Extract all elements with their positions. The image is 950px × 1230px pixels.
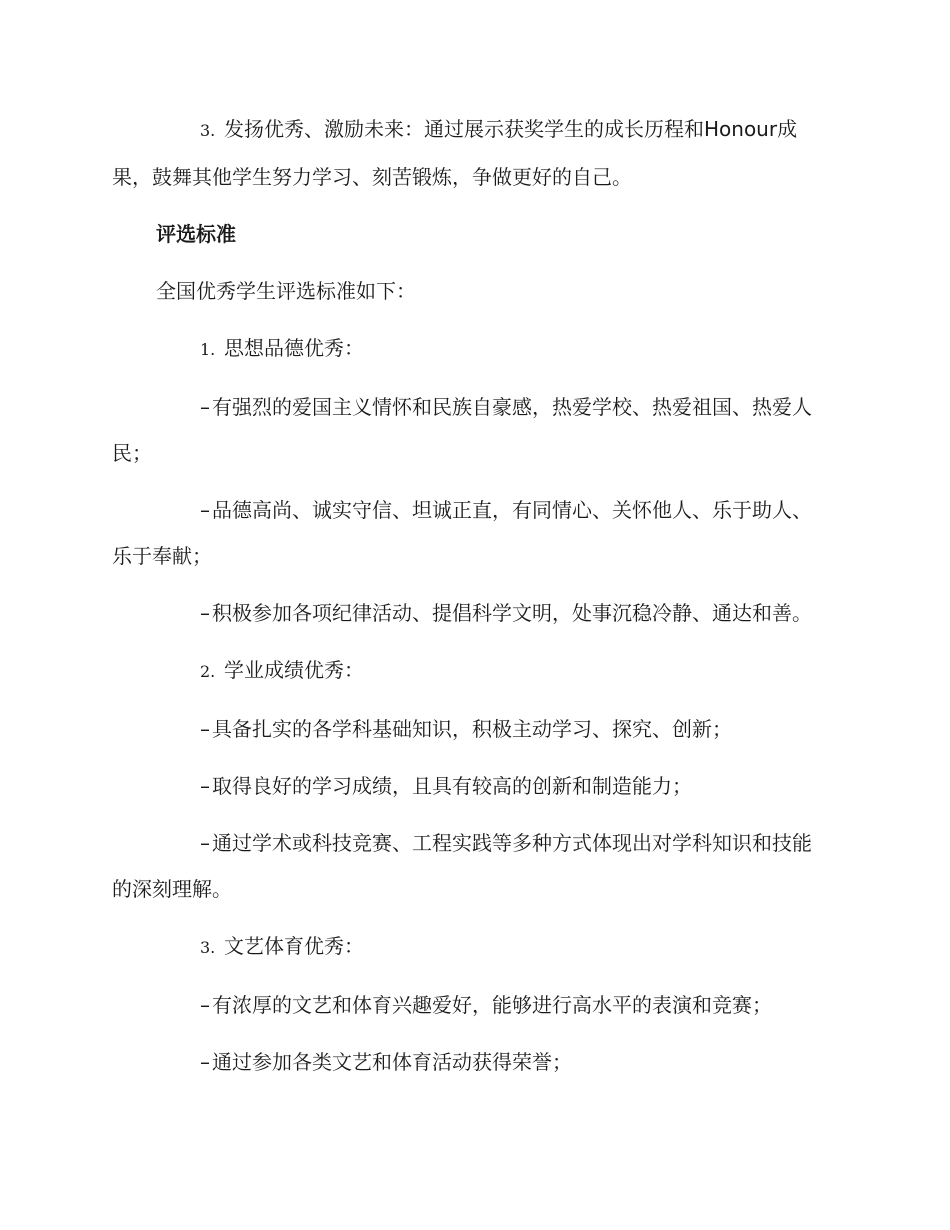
list-item-text: 具备扎实的各学科基础知识，积极主动学习、探究、创新；: [212, 717, 732, 741]
list-item-text: 通过参加各类文艺和体育活动获得荣誉；: [212, 1050, 572, 1074]
dash-marker: –: [200, 717, 210, 741]
list-item-text: 通过学术或科技竞赛、工程实践等多种方式体现出对学科知识和技能的深刻理解。: [112, 831, 812, 901]
list-number: 2.: [200, 662, 216, 681]
list-item: [112, 706, 830, 752]
dash-marker: –: [200, 395, 210, 419]
criterion-title-text: 思想品德优秀：: [224, 336, 364, 360]
dash-marker: –: [200, 498, 210, 522]
list-item: [112, 820, 830, 912]
criterion-title-text: 学业成绩优秀：: [224, 658, 364, 682]
numbered-paragraph: [112, 106, 830, 200]
list-item-text: 积极参加各项纪律活动、提倡科学文明，处事沉稳冷静、通达和善。: [212, 601, 812, 625]
criterion-title: [112, 647, 830, 695]
dash-marker: –: [200, 993, 210, 1017]
paragraph-text: 发扬优秀、激励未来：通过展示获奖学生的成长历程和Honour成果，鼓舞其他学生努力学习、刻苦锻炼，争做更好的自己。: [112, 117, 798, 189]
criterion-title: [112, 325, 830, 373]
list-item: [112, 763, 830, 809]
criterion-title: [112, 923, 830, 971]
dash-marker: –: [200, 831, 210, 855]
section-heading: 评选标准: [156, 222, 236, 246]
list-item-text: 取得良好的学习成绩，且具有较高的创新和制造能力；: [212, 774, 692, 798]
criterion-title-text: 文艺体育优秀：: [224, 934, 364, 958]
intro-paragraph: 全国优秀学生评选标准如下：: [156, 279, 416, 303]
list-item: [112, 590, 830, 636]
list-item: [112, 982, 830, 1028]
dash-marker: –: [200, 774, 210, 798]
list-number: 1.: [200, 340, 216, 359]
list-item-text: 品德高尚、诚实守信、坦诚正直，有同情心、关怀他人、乐于助人、乐于奉献；: [112, 498, 812, 568]
dash-marker: –: [200, 1050, 210, 1074]
document-page: [112, 106, 830, 1096]
list-item: [112, 487, 830, 579]
dash-marker: –: [200, 601, 210, 625]
list-item-text: 有浓厚的文艺和体育兴趣爱好，能够进行高水平的表演和竞赛；: [212, 993, 772, 1017]
list-item-text: 有强烈的爱国主义情怀和民族自豪感，热爱学校、热爱祖国、热爱人民；: [112, 395, 812, 465]
list-number: 3.: [200, 121, 216, 140]
list-number: 3.: [200, 938, 216, 957]
list-item: [112, 384, 830, 476]
list-item: [112, 1039, 830, 1085]
